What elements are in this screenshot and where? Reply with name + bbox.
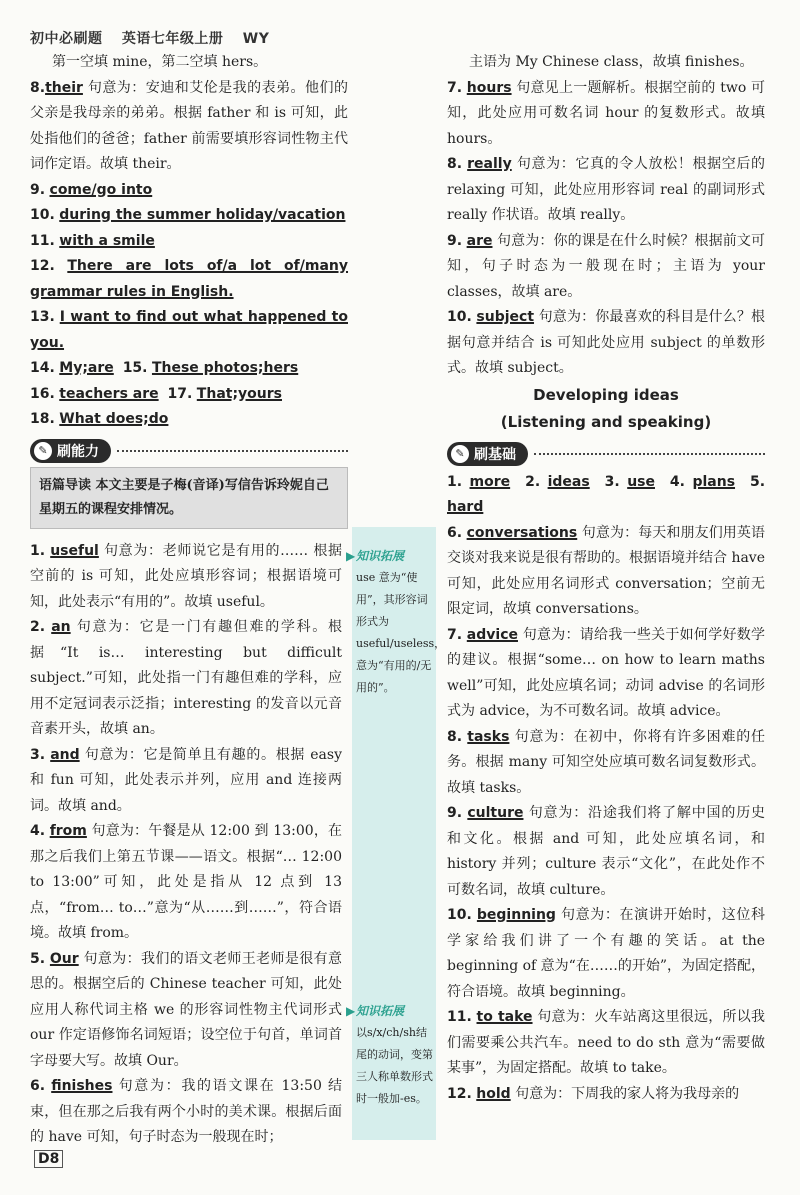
answer-item: 7. hours 句意见上一题解析。根据空前的 two 可知，此处应用可数名词 hour 的复数形式。故填 hours。 bbox=[447, 79, 766, 147]
dotted-divider bbox=[534, 453, 765, 455]
book-icon: ✎ bbox=[451, 445, 469, 463]
right-column bbox=[447, 50, 765, 1107]
edition: WY bbox=[242, 31, 270, 47]
series-name: 初中必刷题 bbox=[30, 31, 103, 47]
left-column bbox=[30, 50, 348, 1151]
answer-item: 11. with a smile bbox=[30, 232, 155, 249]
section-badge: ✎ 刷能力 bbox=[30, 439, 111, 463]
answer-item: 9. come/go into bbox=[30, 181, 153, 198]
answer-item: 9. culture 句意为：沿途我们将了解中国的历史和文化。根据 and 可知，此处应填名词，和 history 并列；culture 表示“文化”，在此处作不可数名词，故填 culture。 bbox=[447, 805, 766, 898]
arrow-icon: ▶ bbox=[346, 1004, 356, 1018]
answer-item: 8. really 句意为：它真的令人放松！根据空后的 relaxing 可知，此处应用形容词 real 的副词形式 really 作状语。故填 really。 bbox=[447, 156, 766, 223]
book-title: 英语七年级上册 bbox=[121, 31, 224, 47]
answer-item: 8.their 句意为：安迪和艾伦是我的表弟。他们的父亲是我母亲的弟弟。根据 father 和 is 可知，此处指他们的爸爸；father 前需要填形容词性物主代词作定语。故填 their。 bbox=[30, 79, 348, 172]
answer-item: 16. teachers are 17. That;yours bbox=[30, 385, 282, 402]
reading-guide: 语篇导读 本文主要是子梅(音译)写信告诉玲妮自己星期五的课程安排情况。 bbox=[30, 467, 348, 529]
section-header bbox=[447, 442, 765, 466]
knowledge-note bbox=[346, 1000, 434, 1110]
answer-item: 5. Our 句意为：我们的语文老师王老师是很有意思的。根据空后的 Chinese teacher 可知，此处应用人称代词主格 we 的形容词性物主代词形式 our 作定语修饰名词短语；设空位于句首，单词首字母要大写。故填 Our。 bbox=[30, 950, 343, 1069]
section-badge: ✎ 刷基础 bbox=[447, 442, 528, 466]
answer-item: 6. conversations 句意为：每天和朋友们用英语交谈对我来说是很有帮助的。根据语境并结合 have 可知，此处应用名词形式 conversation；空前无限定词，故填 conversations。 bbox=[447, 524, 766, 617]
unit-heading: Developing ideas bbox=[533, 385, 679, 404]
answer-item: 10. beginning 句意为：在演讲开始时，这位科学家给我们讲了一个有趣的笑话。at the beginning of 意为“在……的开始”，为固定搭配，符合语境。故填 beginning。 bbox=[447, 907, 766, 1000]
note-title: 知识拓展 bbox=[356, 1004, 405, 1018]
unit-subheading: (Listening and speaking) bbox=[500, 412, 712, 431]
note-text: 以s/x/ch/sh结尾的动词，变第三人称单数形式时一般加-es。 bbox=[356, 1026, 433, 1105]
page-header bbox=[30, 28, 283, 48]
book-icon: ✎ bbox=[34, 442, 52, 460]
answer-item: 4. from 句意为：午餐是从 12:00 到 13:00，在那之后我们上第五节课——语文。根据“… 12:00 to 13:00”可知，此处是指从 12 点到 13 点，“from… to…”意为“从……到……”，符合语境。故填 from。 bbox=[30, 823, 342, 941]
answer-item: 9. are 句意为：你的课是在什么时候？根据前文可知，句子时态为一般现在时；主语为 your classes，故填 are。 bbox=[447, 232, 765, 300]
answer-item: 14. My;are 15. These photos;hers bbox=[30, 360, 299, 376]
answer-item: 6. finishes 句意为：我的语文课在 13:50 结束，但在那之后我有两个小时的美术课。根据后面的 have 可知，句子时态为一般现在时； bbox=[30, 1078, 343, 1145]
note-title: 知识拓展 bbox=[356, 549, 405, 563]
answer-line: 1. more 2. ideas 3. use 4. plans 5. hard bbox=[447, 473, 766, 515]
arrow-icon: ▶ bbox=[346, 549, 356, 563]
answer-item: 1. useful 句意为：老师说它是有用的…… 根据空前的 is 可知，此处应填形容词；根据语境可知，此处表示“有用的”。故填 useful。 bbox=[30, 542, 342, 610]
answer-item: 10. during the summer holiday/vacation bbox=[30, 207, 346, 223]
answer-item: 12. hold 句意为：下周我的家人将为我母亲的 bbox=[447, 1085, 740, 1102]
answer-continuation: 主语为 My Chinese class，故填 finishes。 bbox=[469, 54, 754, 70]
answer-item: 7. advice 句意为：请给我一些关于如何学好数学的建议。根据“some… on how to learn maths well”可知，此处应填名词；动词 advise 的名词形式为 advice，为不可数名词。故填 advice。 bbox=[447, 626, 766, 719]
answer-item: 2. an 句意为：它是一门有趣但难的学科。根据“It is… interesting but difficult subject.”可知，此处指一门有趣但难的学科，应用不定冠词表示泛指；interesting 的发音以元音音素开头，故填 an。 bbox=[30, 619, 342, 737]
note-text: use 意为“使用”，其形容词形式为 useful/useless，意为“有用的/无用的”。 bbox=[356, 571, 446, 694]
answer-item: 10. subject 句意为：你最喜欢的科目是什么？根据句意并结合 is 可知此处应用 subject 的单数形式。故填 subject。 bbox=[447, 309, 765, 376]
dotted-divider bbox=[117, 450, 348, 452]
answer-item: 8. tasks 句意为：在初中，你将有许多困难的任务。根据 many 可知空处应填可数名词复数形式。故填 tasks。 bbox=[447, 728, 766, 796]
answer-continuation: 第一空填 mine，第二空填 hers。 bbox=[52, 54, 268, 70]
knowledge-note bbox=[346, 545, 446, 699]
answer-item: 11. to take 句意为：火车站离这里很远，所以我们需要乘公共汽车。need to do sth 意为“需要做某事”，为固定搭配。故填 to take。 bbox=[447, 1009, 765, 1076]
answer-item: 13. I want to find out what happened to you. bbox=[30, 309, 348, 351]
section-header bbox=[30, 439, 348, 463]
answer-item: 3. and 句意为：它是简单且有趣的。根据 easy 和 fun 可知，此处表示并列，应用 and 连接两词。故填 and。 bbox=[30, 746, 342, 814]
page-number: D8 bbox=[34, 1150, 63, 1168]
answer-item: 18. What does;do bbox=[30, 411, 169, 427]
answer-item: 12. There are lots of/a lot of/many grammar rules in English. bbox=[30, 258, 349, 300]
